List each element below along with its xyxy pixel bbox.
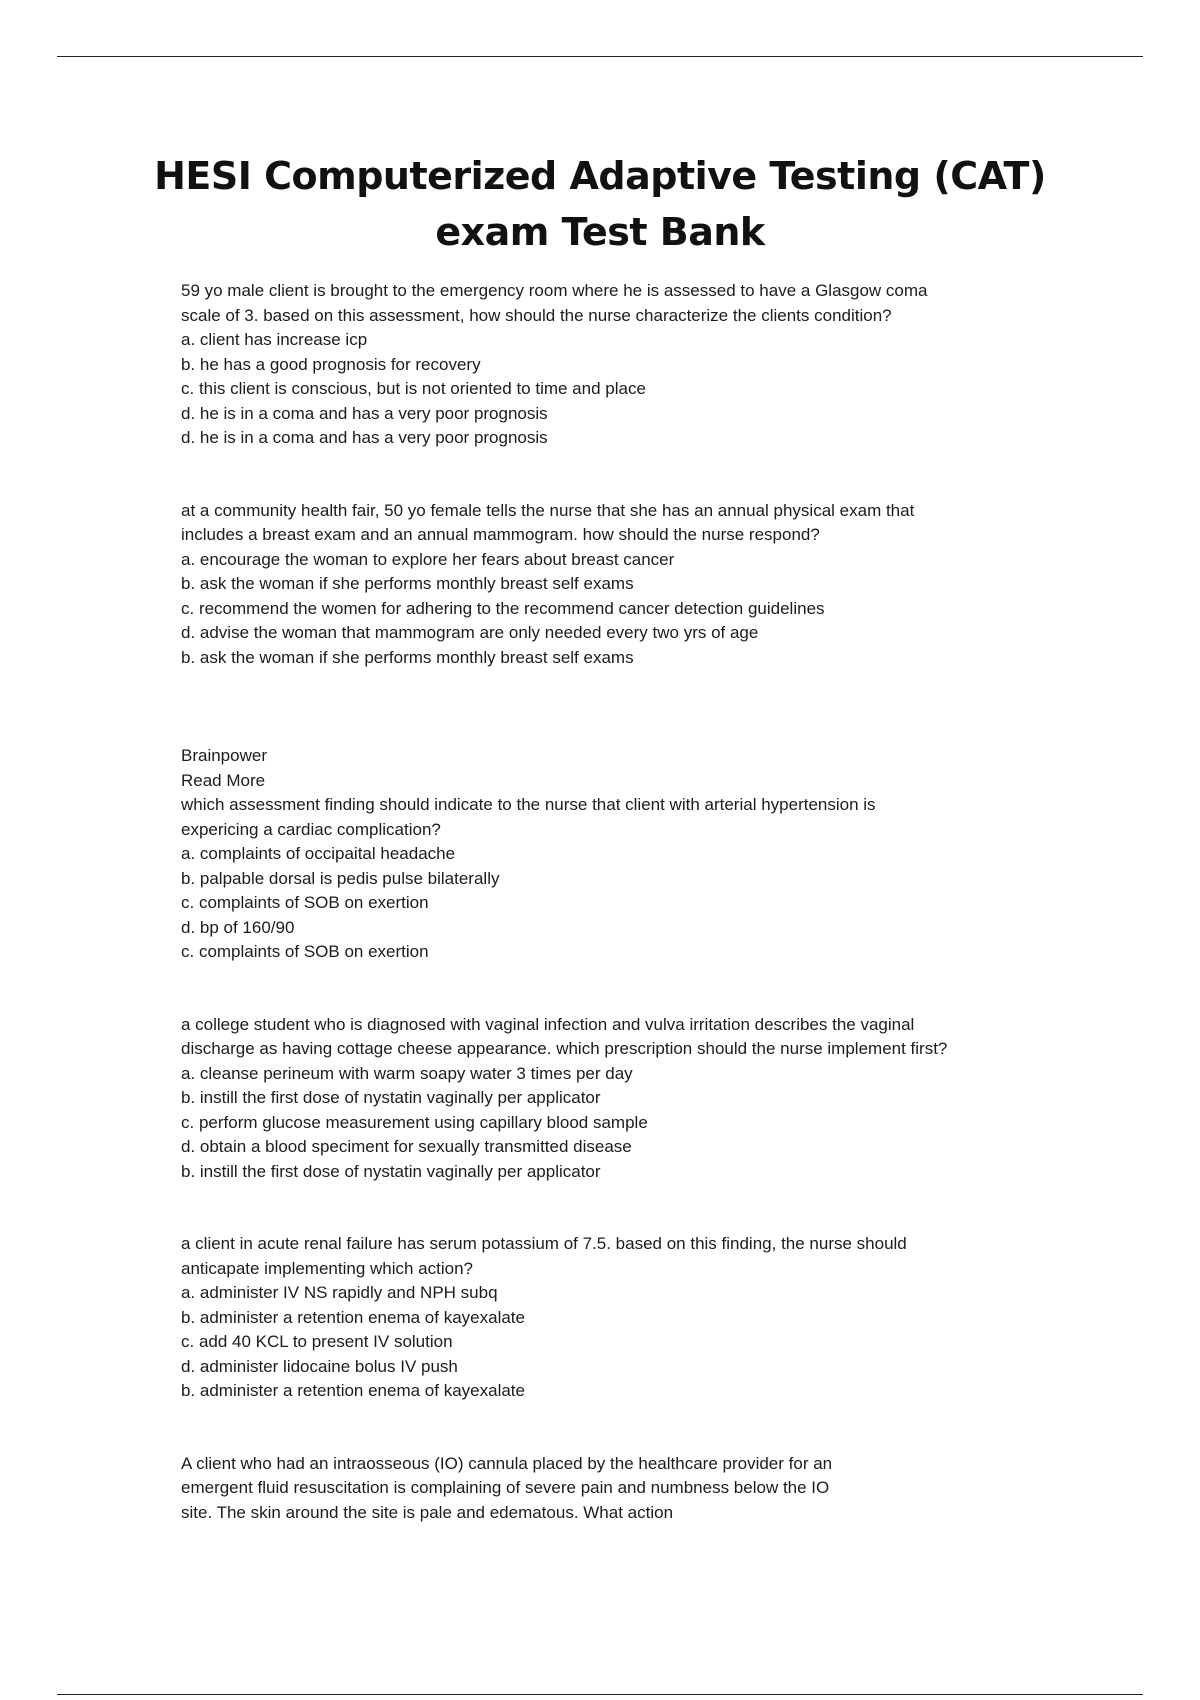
option-a: a. encourage the woman to explore her fears about breast cancer bbox=[181, 549, 675, 569]
option-b: b. ask the woman if she performs monthly breast self exams bbox=[181, 574, 634, 593]
answer-line: d. he is in a coma and has a very poor prognosis bbox=[181, 428, 548, 447]
option-a: a. administer IV NS rapidly and NPH subq bbox=[181, 1283, 498, 1302]
question-text: anticapate implementing which action? bbox=[181, 1258, 474, 1278]
brainpower-label: Brainpower bbox=[181, 746, 267, 765]
question-5 bbox=[181, 1232, 1041, 1404]
option-b: b. instill the first dose of nystatin vaginally per applicator bbox=[181, 1088, 601, 1107]
question-text: site. The skin around the site is pale and edematous. What action bbox=[181, 1502, 674, 1522]
option-b: b. administer a retention enema of kayexalate bbox=[181, 1307, 525, 1327]
answer-line: c. complaints of SOB on exertion bbox=[181, 942, 429, 961]
question-text: at a community health fair, 50 yo female tells the nurse that she has an annual physical exam that bbox=[181, 500, 915, 520]
question-2 bbox=[181, 499, 1041, 671]
option-d: d. obtain a blood speciment for sexually transmitted disease bbox=[181, 1137, 632, 1156]
option-a: a. complaints of occipaital headache bbox=[181, 844, 456, 863]
question-3 bbox=[181, 744, 1041, 965]
title-line-1: HESI Computerized Adaptive Testing (CAT) bbox=[154, 154, 1046, 198]
option-c: c. perform glucose measurement using capillary blood sample bbox=[181, 1112, 648, 1132]
answer-line: b. ask the woman if she performs monthly breast self exams bbox=[181, 647, 634, 667]
option-b: b. he has a good prognosis for recovery bbox=[181, 354, 481, 374]
option-d: d. advise the woman that mammogram are only needed every two yrs of age bbox=[181, 623, 759, 642]
question-text: includes a breast exam and an annual mammogram. how should the nurse respond? bbox=[181, 525, 820, 544]
option-a: a. cleanse perineum with warm soapy water 3 times per day bbox=[181, 1063, 633, 1083]
option-c: c. add 40 KCL to present IV solution bbox=[181, 1332, 453, 1351]
document-body bbox=[181, 279, 1041, 1525]
question-text: emergent fluid resuscitation is complaining of severe pain and numbness below the IO bbox=[181, 1478, 830, 1497]
question-1 bbox=[181, 279, 1041, 451]
question-text: A client who had an intraosseous (IO) cannula placed by the healthcare provider for an bbox=[181, 1453, 833, 1473]
question-6 bbox=[181, 1452, 1041, 1526]
question-text: discharge as having cottage cheese appearance. which prescription should the nurse implement first? bbox=[181, 1039, 948, 1058]
question-text: a client in acute renal failure has serum potassium of 7.5. based on this finding, the nurse should bbox=[181, 1234, 907, 1253]
question-text: scale of 3. based on this assessment, how should the nurse characterize the clients condition? bbox=[181, 305, 892, 325]
option-d: d. bp of 160/90 bbox=[181, 917, 295, 937]
question-text: which assessment finding should indicate to the nurse that client with arterial hypertension is bbox=[181, 795, 876, 814]
page-title bbox=[0, 148, 1200, 260]
option-a: a. client has increase icp bbox=[181, 330, 368, 349]
question-text: a college student who is diagnosed with vaginal infection and vulva irritation describes the vaginal bbox=[181, 1014, 915, 1034]
answer-line: b. administer a retention enema of kayexalate bbox=[181, 1381, 525, 1400]
option-d: d. administer lidocaine bolus IV push bbox=[181, 1356, 458, 1376]
answer-line: b. instill the first dose of nystatin vaginally per applicator bbox=[181, 1161, 601, 1181]
top-rule bbox=[57, 56, 1143, 57]
question-text: expericing a cardiac complication? bbox=[181, 819, 441, 839]
option-c: c. complaints of SOB on exertion bbox=[181, 893, 429, 912]
question-text: 59 yo male client is brought to the emergency room where he is assessed to have a Glasgow coma bbox=[181, 281, 928, 300]
read-more-link[interactable]: Read More bbox=[181, 770, 266, 790]
option-c: c. recommend the women for adhering to the recommend cancer detection guidelines bbox=[181, 598, 825, 618]
title-line-2: exam Test Bank bbox=[435, 210, 765, 254]
option-b: b. palpable dorsal is pedis pulse bilaterally bbox=[181, 868, 500, 888]
option-c: c. this client is conscious, but is not oriented to time and place bbox=[181, 379, 646, 398]
question-4 bbox=[181, 1013, 1041, 1185]
option-d: d. he is in a coma and has a very poor prognosis bbox=[181, 403, 548, 423]
bottom-rule bbox=[57, 1694, 1143, 1695]
